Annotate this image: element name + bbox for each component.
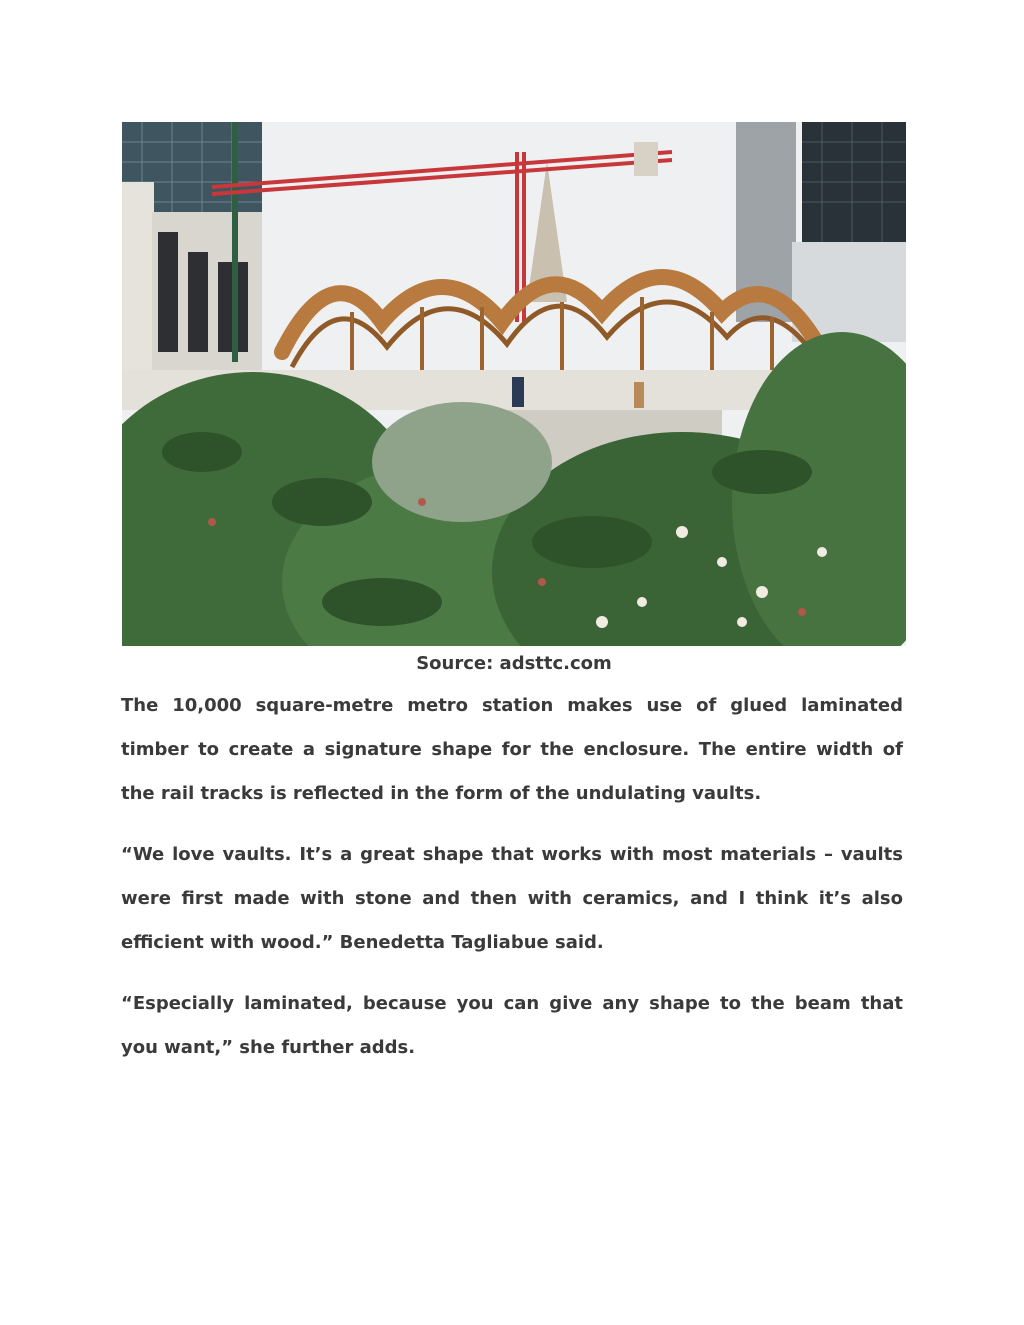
article-paragraph: “We love vaults. It’s a great shape that works with most materials – vaults were first made with stone and then with ceramics, and I think it’s also efficient with wood.” Benedetta Tagliabue said. [121, 844, 903, 953]
article-paragraph: The 10,000 square-metre metro station makes use of glued laminated timber to create a signature shape for the enclosure. The entire width of the rail tracks is reflected in the form of the undulating vaults. [121, 695, 903, 804]
article-paragraph: “Especially laminated, because you can give any shape to the beam that you want,” she further adds. [121, 993, 903, 1058]
station-photo [122, 122, 906, 646]
photo-caption: Source: adsttc.com [416, 653, 612, 674]
